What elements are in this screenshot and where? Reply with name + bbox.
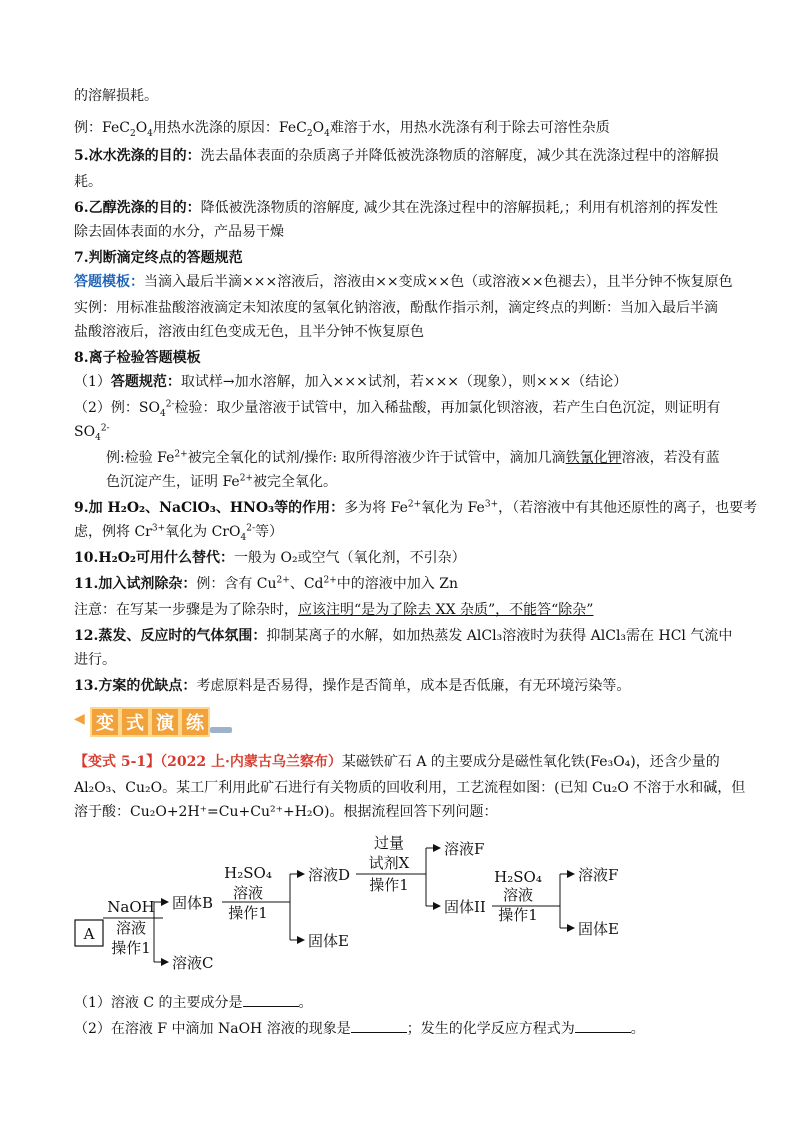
process-flow-diagram: [0, 828, 800, 988]
speaker-icon: ◀: [74, 711, 85, 727]
text-line: 5.冰水洗涤的目的：洗去晶体表面的杂质离子并降低被洗涤物质的溶解度，减少其在洗涤过程中的溶解损: [74, 148, 719, 164]
text-line: 盐酸溶液后，溶液由红色变成无色，且半分钟不恢复原色: [74, 324, 424, 340]
answer-blank[interactable]: [351, 1018, 407, 1033]
label-operation: 操作1: [369, 876, 409, 894]
node-solid-ii: 固体II: [444, 898, 486, 916]
text-line: 13.方案的优缺点：考虑原料是否易得，操作是否简单，成本是否低廉，有无环境污染等。: [74, 678, 631, 694]
text-line: （2）例：$SO_4^{2-}$检验：取少量溶液于试管中，加入稀盐酸，再加氯化钡溶液，若产生白色沉淀，则证明有: [74, 399, 721, 419]
label-solution: 溶液: [232, 884, 264, 902]
label-h2so4: H₂SO₄: [224, 864, 272, 882]
text-line: 注意：在写某一步骤是为了除杂时，应该注明“是为了除去 XX 杂质”，不能答“除杂”: [74, 602, 594, 618]
label-h2so4: H₂SO₄: [494, 868, 542, 886]
text-line: 6.乙醇洗涤的目的：降低被洗涤物质的溶解度, 减少其在洗涤过程中的溶解损耗,；利用有机溶剂的挥发性: [74, 200, 718, 216]
text-line: （1）答题规范：取试样→加水溶解，加入×××试剂，若×××（现象），则×××（结论）: [74, 374, 628, 390]
node-solution-f: 溶液F: [578, 866, 619, 884]
exercise-line: Al₂O₃、Cu₂O。某工厂利用此矿石进行有关物质的回收利用，工艺流程如图：(已知 Cu₂O 不溶于水和碱，但: [74, 780, 746, 796]
section-heading: 8.离子检验答题模板: [74, 350, 201, 366]
text-line: 虑，例将 $Cr^{3+}$氧化为 CrO$_4^{2-}$等）: [74, 523, 283, 543]
text-line: 11.加入试剂除杂：例：含有 $Cu^{2+}$、$Cd^{2+}$中的溶液中加入 Zn: [74, 575, 458, 592]
node-solid-e: 固体E: [308, 932, 349, 950]
banner-char: 演: [150, 707, 180, 737]
text-line: 色沉淀产生，证明 $Fe^{2+}$被完全氧化。: [106, 473, 337, 490]
text-line: 进行。: [74, 652, 116, 668]
node-solution-c: 溶液C: [172, 954, 214, 972]
label-reagent-x: 试剂X: [368, 854, 410, 872]
text-line: 除去固体表面的水分，产品易干燥: [74, 224, 284, 240]
label-operation: 操作1: [228, 904, 268, 922]
section-heading: 7.判断滴定终点的答题规范: [74, 250, 243, 266]
book-icon: [210, 727, 232, 733]
banner-char: 式: [120, 707, 150, 737]
text-line: 例:检验 $Fe^{2+}$被完全氧化的试剂/操作: 取所得溶液少许于试管中，滴加几滴铁氰化钾溶液，若没有蓝: [106, 449, 720, 466]
text-line: 答题模板：当滴入最后半滴×××溶液后，溶液由××变成××色（或溶液××色褪去），且半分钟不恢复原色: [74, 274, 733, 290]
text-line: 10.H₂O₂可用什么替代：一般为 O₂或空气（氧化剂，不引杂）: [74, 550, 466, 566]
answer-blank[interactable]: [575, 1018, 631, 1033]
node-solid-e: 固体E: [578, 920, 619, 938]
label-solution: 溶液: [502, 886, 534, 904]
text-line: 9.加 H₂O₂、NaClO₃、HNO₃等的作用：多为将 $Fe^{2+}$氧化为 $Fe^{3+}$，（若溶液中有其他还原性的离子，也要考: [74, 499, 758, 516]
exercise-line: 【变式 5-1】（2022 上·内蒙古乌兰察布）某磁铁矿石 A 的主要成分是磁性氧化铁(Fe₃O₄)，还含少量的: [74, 754, 720, 770]
question-2: （2）在溶液 F 中滴加 NaOH 溶液的现象是 ；发生的化学反应方程式为 。: [74, 1018, 645, 1039]
node-solution-f: 溶液F: [444, 840, 485, 858]
label-excess: 过量: [373, 834, 405, 852]
banner-char: 练: [180, 707, 210, 737]
node-solution-d: 溶液D: [308, 866, 351, 884]
question-1: （1）溶液 C 的主要成分是 。: [74, 992, 313, 1013]
label-solution: 溶液: [115, 919, 147, 937]
label-operation: 操作1: [498, 906, 538, 924]
text-line: $SO_4^{2-}$: [74, 423, 110, 443]
text-line: 耗。: [74, 174, 102, 190]
text-line: 12.蒸发、反应时的气体氛围：抑制某离子的水解，如加热蒸发 AlCl₃溶液时为获得 AlCl₃需在 HCl 气流中: [74, 628, 733, 644]
node-a: A: [83, 925, 95, 943]
banner-char: 变: [90, 707, 120, 737]
text-line: 实例：用标准盐酸溶液滴定未知浓度的氢氧化钠溶液，酚酞作指示剂，滴定终点的判断：当加入最后半滴: [74, 300, 718, 316]
exercise-line: 溶于酸：Cu₂O+2H⁺=Cu+Cu²⁺+H₂O)。根据流程回答下列问题：: [74, 804, 498, 820]
text-line: 的溶解损耗。: [74, 88, 158, 104]
label-operation: 操作1: [111, 939, 151, 957]
node-solid-b: 固体B: [172, 894, 214, 912]
label-naoh: NaOH: [107, 898, 155, 916]
text-line: 例：$FeC_2O_4$用热水洗涤的原因：$FeC_2O_4$难溶于水，用热水洗涤有利于除去可溶性杂质: [74, 120, 610, 139]
answer-blank[interactable]: [243, 992, 299, 1007]
